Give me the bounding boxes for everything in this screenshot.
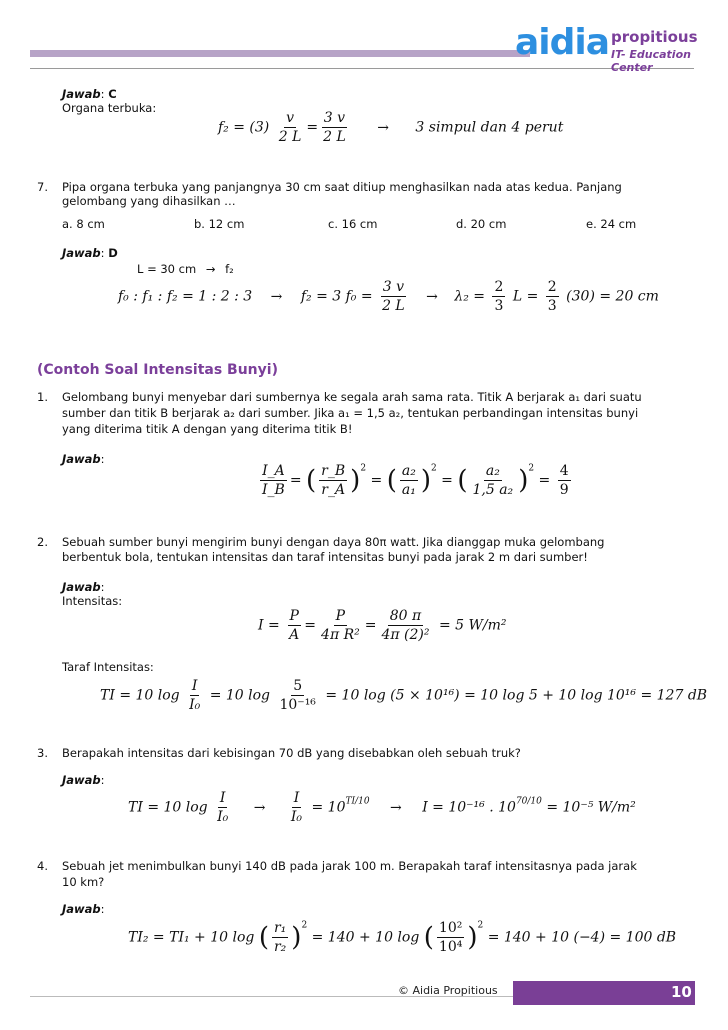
q2-number: 2. [37, 535, 48, 549]
q1-line2: sumber dan titik B berjarak a₂ dari sumber. Jika a₁ = 1,5 a₂, tentukan perbandingan intensitas bunyi [62, 406, 639, 420]
q4-equation: TI₂ = TI₁ + 10 log ( $\frac{\text{r₁}}{\text{r₂}}$ )$^2$ = 140 + 10 log ( $\frac{\text{10²}}{\text{10⁴}}$ )$^2$ = 140 + 10 (−4) = 100 dB [128, 920, 677, 955]
q7-option-d: d. 20 cm [456, 217, 507, 231]
q1-number: 1. [37, 390, 48, 404]
top-jawab: Jawab: C [62, 87, 117, 101]
top-organa: Organa terbuka: [62, 101, 157, 115]
q4-line1: Sebuah jet menimbulkan bunyi 140 dB pada jarak 100 m. Berapakah taraf intensitasnya pada jarak [62, 859, 637, 873]
footer-copyright: © Aidia Propitious [398, 984, 498, 997]
q4-line2: 10 km? [62, 875, 105, 889]
logo-sub: IT- Education Center [611, 48, 691, 74]
q2-line2: berbentuk bola, tentukan intensitas dan taraf intensitas bunyi pada jarak 2 m dari sumber! [62, 550, 588, 564]
q7-given: L = 30 cm → f₂ [137, 262, 234, 276]
q7-equation: f₀ : f₁ : f₂ = 1 : 2 : 3 → f₂ = 3 f₀ = $\frac{3 v}{2 L}$ → λ₂ = $\frac{2}{3}$ L = $\frac{2}{3}$ (30) = 20 cm [118, 279, 659, 314]
q2-intensity-equation: I = $\frac{P}{A}$ = $\frac{P}{\text{4π R²}}$ = $\frac{80 \pi}{\text{4π (2)²}}$ = 5 W/m² [258, 608, 507, 643]
top-equation: f₂ = (3) $\frac{v}{2 L}$ = $\frac{3 v}{2 L}$ → 3 simpul dan 4 perut [218, 110, 564, 145]
q1-equation: $\frac{I\_A}{I\_B}$ = ( $\frac{r\_B}{r\_A}$ )$^2$ = ( $\frac{\text{a₂}}{\text{a₁}}$ )$^2$ = ( $\frac{\text{a₂}}{\text{1,5 a₂}}$ )$^2$ = $\frac{4}{9}$ [262, 463, 569, 498]
logo-main: aidia [515, 22, 610, 63]
q7-text-line2: gelombang yang dihasilkan … [62, 194, 236, 208]
q7-option-a: a. 8 cm [62, 217, 105, 231]
q1-jawab: Jawab: [62, 452, 105, 466]
header-accent-bar [30, 50, 530, 57]
q2-intensitas-label: Intensitas: [62, 594, 123, 608]
q2-ti-equation: TI = 10 log $\frac{I}{\text{I₀}}$ = 10 log $\frac{5}{\text{10⁻¹⁶}}$ = 10 log (5 × 10¹⁶) = 10 log 5 + 10 log 10¹⁶ = 127 dB [100, 678, 708, 713]
q7-option-e: e. 24 cm [586, 217, 637, 231]
q2-taraf-label: Taraf Intensitas: [62, 660, 154, 674]
q7-jawab: Jawab: D [62, 246, 118, 260]
q4-jawab: Jawab: [62, 902, 105, 916]
logo-brand: propitious [611, 28, 698, 46]
q7-option-b: b. 12 cm [194, 217, 245, 231]
q7-option-c: c. 16 cm [328, 217, 378, 231]
q3-equation: TI = 10 log $\frac{I}{\text{I₀}}$ → $\frac{I}{\text{I₀}}$ = $10^{TI/10} \to I = 10^{-16}$ . $10^{70/10} = 10^{-5}$ W/m² [128, 790, 636, 825]
q1-line3: yang diterima titik A dengan yang diterima titik B! [62, 422, 353, 436]
footer-bar [513, 981, 695, 1005]
q7-number: 7. [37, 180, 48, 194]
q4-number: 4. [37, 859, 48, 873]
q2-jawab: Jawab: [62, 580, 105, 594]
q1-line1: Gelombang bunyi menyebar dari sumbernya ke segala arah sama rata. Titik A berjarak a₁ dari suatu [62, 390, 642, 404]
q3-number: 3. [37, 746, 48, 760]
page-number: 10 [671, 983, 692, 1001]
q2-line1: Sebuah sumber bunyi mengirim bunyi dengan daya 80π watt. Jika dianggap muka gelombang [62, 535, 605, 549]
header-rule [30, 68, 694, 69]
q7-text-line1: Pipa organa terbuka yang panjangnya 30 cm saat ditiup menghasilkan nada atas kedua. Panjang [62, 180, 622, 194]
logo [515, 22, 715, 74]
section-title: (Contoh Soal Intensitas Bunyi) [37, 362, 278, 378]
q3-line1: Berapakah intensitas dari kebisingan 70 dB yang disebabkan oleh sebuah truk? [62, 746, 521, 760]
q3-jawab: Jawab: [62, 773, 105, 787]
